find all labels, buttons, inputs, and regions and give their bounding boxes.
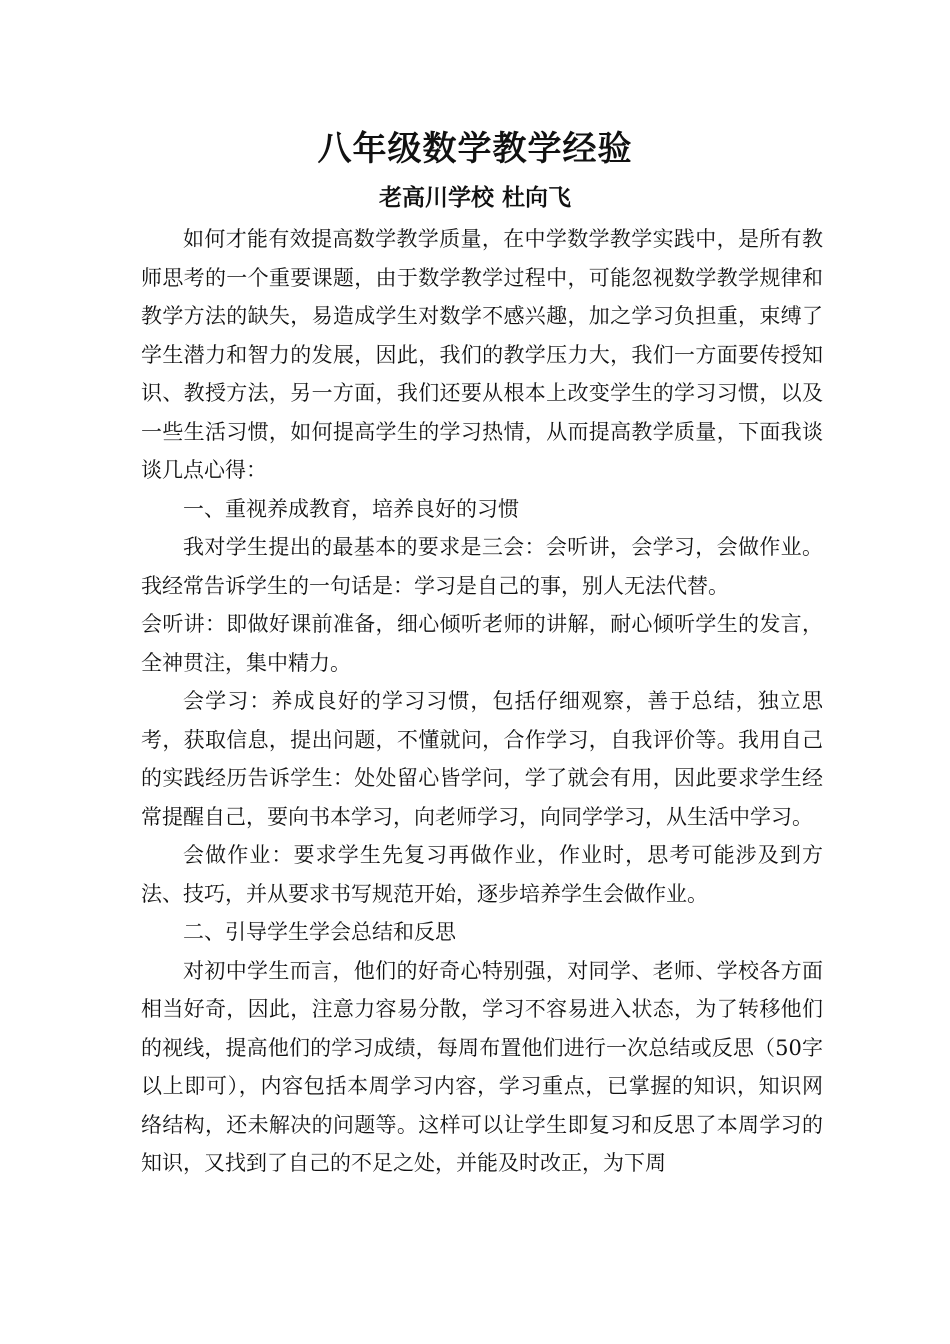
section-heading-2: 二、引导学生学会总结和反思 xyxy=(183,920,456,944)
paragraph-reflection: 对初中学生而言，他们的好奇心特别强，对同学、老师、学校各方面相当好奇，因此，注意力容易分散，学习不容易进入状态，为了转移他们的视线，提高他们的学习成绩，每周布置他们进行一次总结或反思（50字以上即可），内容包括本周学习内容，学习重点，已掌握的知识，知识网络结构，还未解决的问题等。这样可以让学生即复习和反思了本周学习的知识，又找到了自己的不足之处，并能及时改正，为下周 xyxy=(141,958,823,1175)
paragraph-learning: 会学习：养成良好的学习习惯，包括仔细观察，善于总结，独立思考，获取信息，提出问题，不懂就问，合作学习，自我评价等。我用自己的实践经历告诉学生：处处留心皆学问，学了就会有用，因此要求学生经常提醒自己，要向书本学习，向老师学习，向同学学习，从生活中学习。 xyxy=(141,689,823,829)
paragraph-intro: 如何才能有效提高数学教学质量，在中学数学教学实践中，是所有教师思考的一个重要课题，由于数学教学过程中，可能忽视数学教学规律和教学方法的缺失，易造成学生对数学不感兴趣，加之学习负担重，束缚了学生潜力和智力的发展，因此，我们的教学压力大，我们一方面要传授知识、教授方法，另一方面，我们还要从根本上改变学生的学习习惯，以及一些生活习惯，如何提高学生的学习热情，从而提高教学质量，下面我谈谈几点心得： xyxy=(141,227,823,482)
document-author: 老高川学校 杜向飞 xyxy=(378,185,571,211)
paragraph-homework: 会做作业：要求学生先复习再做作业，作业时，思考可能涉及到方法、技巧，并从要求书写规范开始，逐步培养学生会做作业。 xyxy=(141,843,823,906)
document-title: 八年级数学教学经验 xyxy=(317,129,633,169)
document-body xyxy=(141,220,823,1183)
section-heading-1: 一、重视养成教育，培养良好的习惯 xyxy=(183,496,519,521)
paragraph-three-skills: 我对学生提出的最基本的要求是三会：会听讲，会学习，会做作业。我经常告诉学生的一句话是：学习是自己的事，别人无法代替。 xyxy=(141,535,823,598)
paragraph-listening: 会听讲：即做好课前准备，细心倾听老师的讲解，耐心倾听学生的发言，全神贯注，集中精力。 xyxy=(141,612,823,675)
